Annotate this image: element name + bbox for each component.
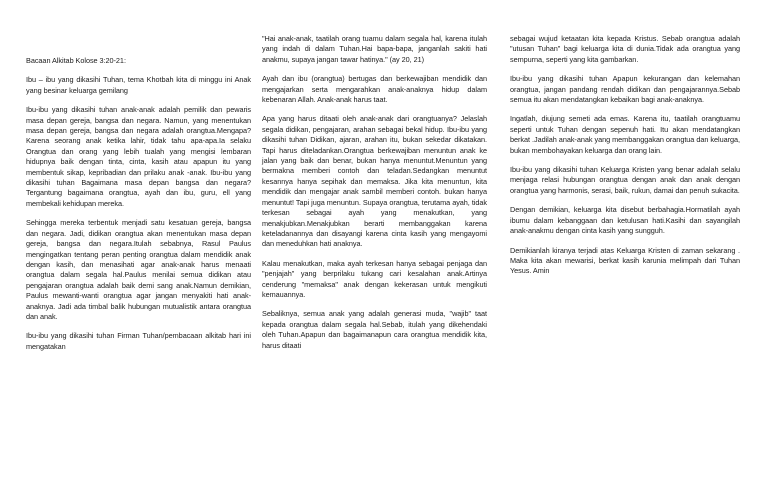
bible-reading-heading: Bacaan Alkitab Kolose 3:20-21: bbox=[26, 56, 126, 65]
paragraph: Ingatlah, diujung semeti ada emas. Karena itu, taatilah orangtuamu seperti untuk Tuhan dengan sepenuh hati. Itu akan mendatangkan berkat .Jadilah anak-anak yang membanggakan orangtua dan keluarga, bukan membohayakan keluarga dan orang lain. bbox=[510, 114, 740, 155]
closing-paragraph: Demikianlah kiranya terjadi atas Keluarga Kristen di zaman sekarang . Maka kita akan mewarisi, berkat kasih karunia melimpah dari Tuhan Yesus. Amin bbox=[510, 245, 740, 276]
paragraph: Apa yang harus ditaati oleh anak-anak dari orangtuanya? Jelaslah segala didikan, pengajaran, arahan sebagai bekal hidup. Ibu-ibu yang dikasihi tuhan Didikan, ajaran, arahan itu, bukan sekedar dikatakan. Tapi harus diteladankan.Orangtua berkewajiban menuntun anak ke jalan yang baik dan benar, bukan hanya menuntut.Menuntun yang bermakna memberi contoh dan teladan.Sedangkan menuntut kesannya hanya sepihak dan memaksa. Jika kita menuntun, kita mendidik dan mengajar anak sambil memberi contoh. bukan hanya menuntut! Tapi juga menuntun. Supaya orangtua, terutama ayah, tidak terkesan sebagai ayah yang menakutkan, yang menakjubkan.Menakjubkan berarti membanggakan karena keteladanannya dan disayangi karena cinta kasih yang mengayomi dan meneduhkan hati anaknya. bbox=[262, 114, 487, 249]
paragraph: Ibu-ibu yang dikasihi tuhan Apapun kekurangan dan kelemahan orangtua, jangan pandang rendah didikan dan pengajarannya.Sebab semua itu akan mendatangkan kebaikan bagi anak-anaknya. bbox=[510, 74, 740, 105]
paragraph: Ibu – ibu yang dikasihi Tuhan, tema Khotbah kita di minggu ini Anak yang besinar keluarga gemilang bbox=[26, 75, 251, 95]
paragraph: Ibu-ibu yang dikasihi tuhan Keluarga Kristen yang benar adalah selalu menjaga relasi hubungan orangtua dengan anak dan anak dengan orangtua yang harmonis, serasi, baik, rukun, damai dan penuh sukacita. bbox=[510, 165, 740, 195]
scripture-quote: "Hai anak-anak, taatilah orang tuamu dalam segala hal, karena itulah yang indah di dalam Tuhan.Hai bapa-bapa, janganlah sakiti hati anakmu, supaya jangan tawar hatinya." (ay 20, 21) bbox=[262, 34, 487, 64]
paragraph: Dengan demikian, keluarga kita disebut berbahagia.Hormatilah ayah ibumu dalam kebanggaan dan ketulusan hati.Kasihi dan sayangilah anak-anakmu dengan cinta kasih yang sungguh. bbox=[510, 205, 740, 236]
paragraph: Ibu-ibu yang dikasihi tuhan anak-anak adalah pemilik dan pewaris masa depan gereja, bangsa dan negara. Namun, yang menentukan masa depan gereja, bangsa dan negara adalah orangtua.Mengapa? Karena seorang anak ketika lahir, tidak tahu apa-apa.Ia selaku Orangtua dan orang yang lebih tualah yang mengisi lembaran hidupnya baik dengan tinta, cinta, kasih atau apapun itu yang membentuk sikap, kepribadian dan prilaku anak -anak. Ibu-ibu yang dikasihi tuhan Bagaimana masa depan bangsa dan negara? Tergantung bagaimana orangtua, ayah dan ibu, guru, ell yang membekali kehidupan mereka. bbox=[26, 105, 251, 208]
column-middle bbox=[262, 0, 487, 503]
paragraph: Sebaliknya, semua anak yang adalah generasi muda, "wajib" taat kepada orangtua dalam segala hal.Sebab, itulah yang dikehendaki oleh Tuhan.Apapun dan bagaimanapun cara orangtua mendidik kita, harus ditaati bbox=[262, 309, 487, 350]
paragraph: Ibu-ibu yang dikasihi tuhan Firman Tuhan/pembacaan alkitab hari ini mengatakan bbox=[26, 331, 251, 351]
paragraph: sebagai wujud ketaatan kita kepada Kristus. Sebab orangtua adalah "utusan Tuhan" bagi keluarga kita di dunia.Tidak ada orangtua yang sempurna, seperti yang kita gambarkan. bbox=[510, 34, 740, 64]
paragraph: Sehingga mereka terbentuk menjadi satu kesatuan gereja, bangsa dan negara. Jadi, didikan orangtua akan menentukan masa depan gereja, bangsa dan negara.Itulah sebabnya, Rasul Paulus mengingatkan tentang peran penting orangtua dalam mendidik anak dengan kasih, dan menasihati agar anak-anak harus menaati orangtua dalam segala hal.Paulus menilai semua didikan atau pengajaran orangtua adalah baik demi sang anak.Namun demikian, Paulus mewanti-wanti orangtua agar jangan menyakiti hati anak-anaknya. Jadi ada timbal balik hubungan mutualistik antara orangtua dan anak. bbox=[26, 218, 251, 321]
paragraph: Kalau menakutkan, maka ayah terkesan hanya sebagai penjaga dan "penjajah" yang berprilaku tukang cari kesalahan anak.Artinya cenderung "memaksa" anak dengan kekerasan untuk mengikuti kemauannya. bbox=[262, 258, 487, 299]
column-right bbox=[510, 0, 740, 503]
paragraph: Ayah dan ibu (orangtua) bertugas dan berkewajiban mendidik dan mengajarkan serta mengarahkan anak-anaknya hidup dalam kebenaran Allah. Anak-anak harus taat. bbox=[262, 74, 487, 105]
column-left bbox=[26, 0, 251, 503]
